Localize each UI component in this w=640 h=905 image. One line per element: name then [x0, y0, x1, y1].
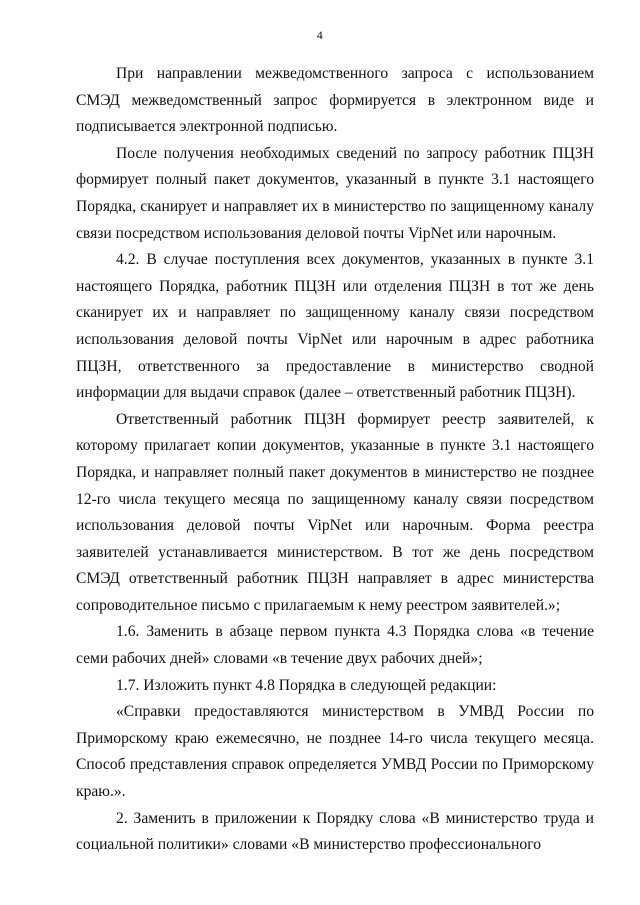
paragraph-responsible-worker: Ответственный работник ПЦЗН формирует реестр заявителей, к которому прилагает копии документов, указанные в пункте 3.1 настоящего Порядка, и направляет полный пакет документов в министерство не позднее 12-го числа текущего месяца по защищенному каналу связи посредством использования деловой почты VipNet или нарочным. Форма реестра заявителей устанавливается министерством. В тот же день посредством СМЭД ответственный работник ПЦЗН направляет в адрес министерства сопроводительное письмо с прилагаемым к нему реестром заявителей.»; [76, 410, 594, 614]
paragraph-2: 2. Заменить в приложении к Порядку слова «В министерство труда и социальной политики» словами «В министерство профессионального [76, 809, 594, 854]
paragraph-quoted-4-8: «Справки предоставляются министерством в УМВД России по Приморскому краю ежемесячно, не позднее 14-го числа текущего месяца. Способ представления справок определяется УМВД России по Приморскому краю.». [76, 703, 594, 801]
paragraph-1-6: 1.6. Заменить в абзаце первом пункта 4.3 Порядка слова «в течение семи рабочих дней» словами «в течение двух рабочих дней»; [76, 623, 594, 668]
paragraph-4-2: 4.2. В случае поступления всех документов, указанных в пункте 3.1 настоящего Порядка, работник ПЦЗН или отделения ПЦЗН в тот же день сканирует их и направляет по защищенному каналу связи посредством использования деловой почты VipNet или нарочным в адрес работника ПЦЗН, ответственного за предоставление в министерство сводной информации для выдачи справок (далее – ответственный работник ПЦЗН). [76, 251, 594, 402]
document-body [76, 61, 594, 859]
paragraph-after-receiving-info: После получения необходимых сведений по запросу работник ПЦЗН формирует полный пакет документов, указанный в пункте 3.1 настоящего Порядка, сканирует и направляет их в министерство по защищенному каналу связи посредством использования деловой почты VipNet или нарочным. [76, 144, 594, 242]
page-number: 4 [316, 28, 324, 42]
paragraph-smed-request: При направлении межведомственного запроса с использованием СМЭД межведомственный запрос формируется в электронном виде и подписывается электронной подписью. [76, 65, 594, 136]
paragraph-1-7: 1.7. Изложить пункт 4.8 Порядка в следующей редакции: [116, 676, 497, 694]
